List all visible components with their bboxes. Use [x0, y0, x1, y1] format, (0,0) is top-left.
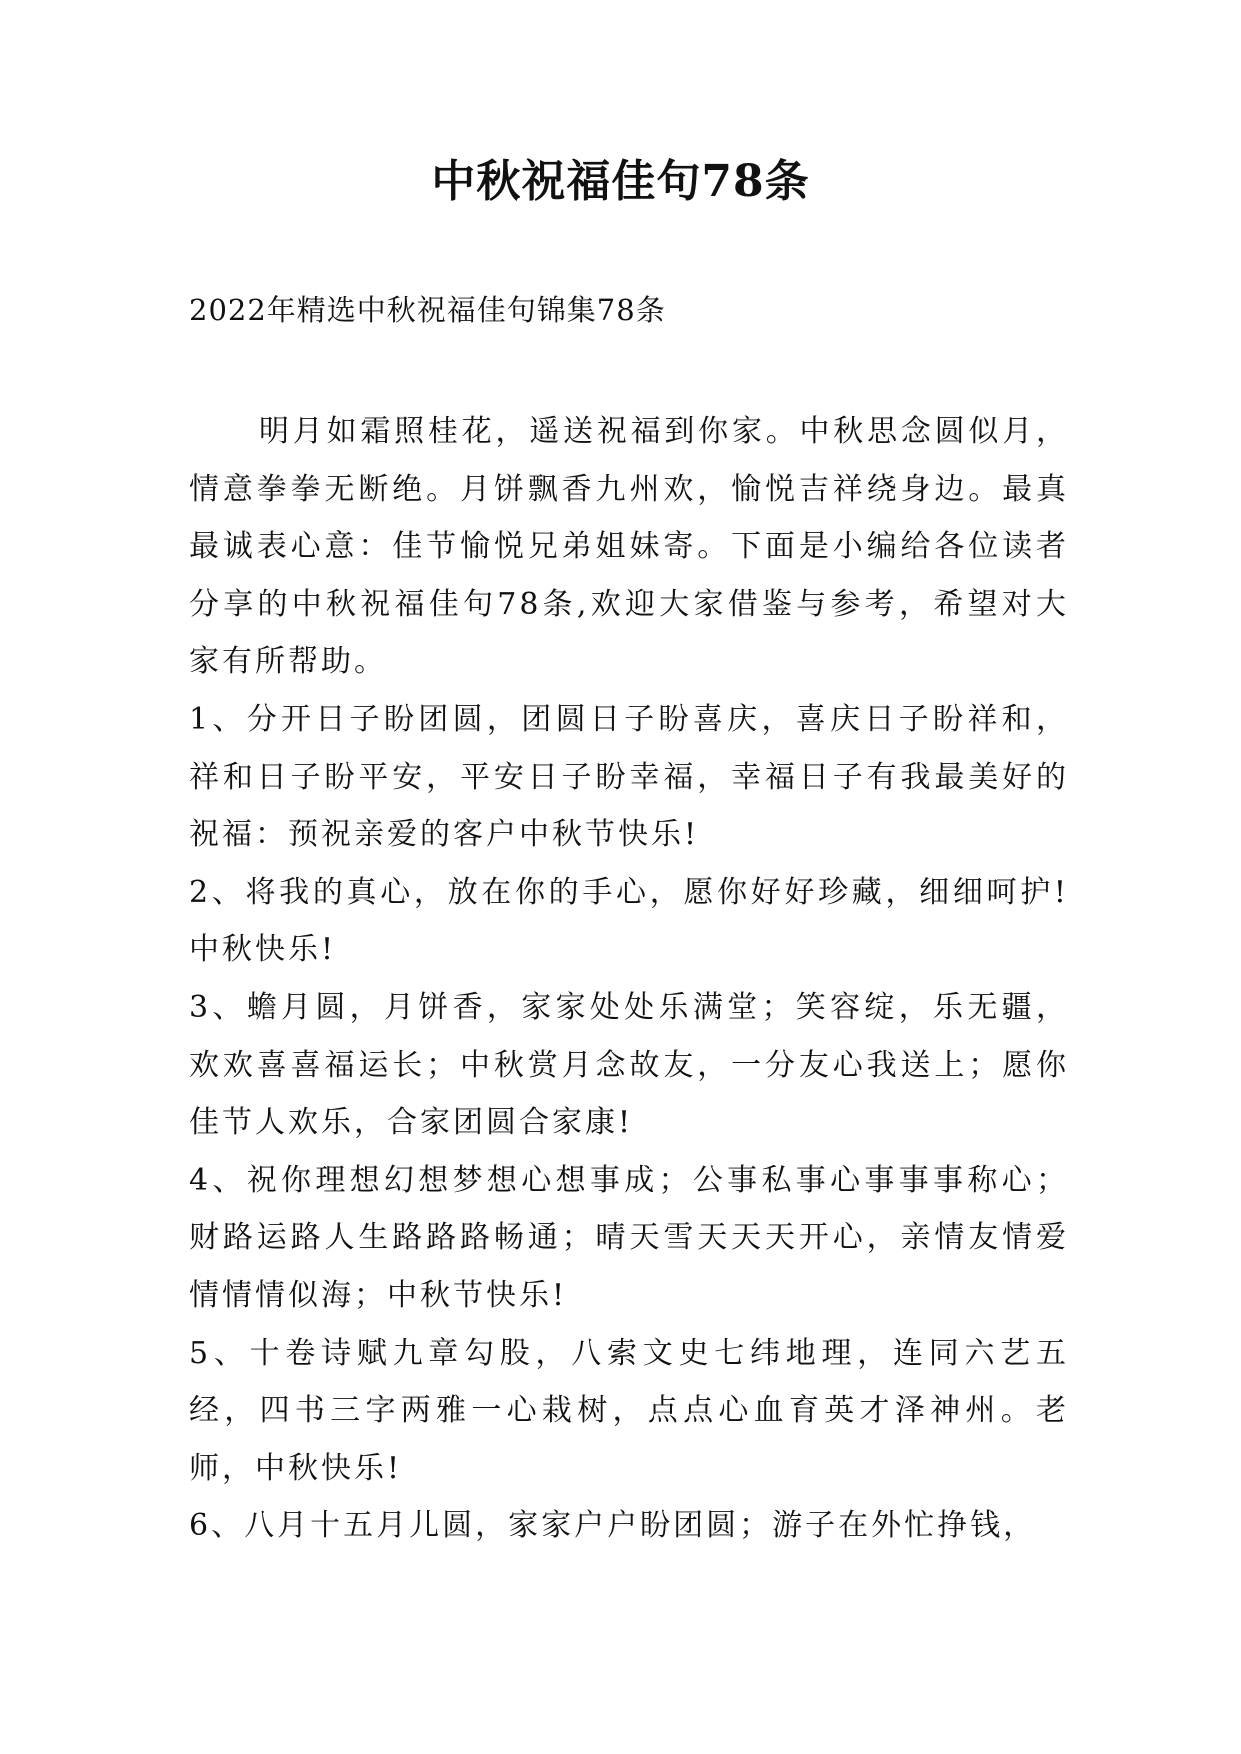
document-body	[189, 403, 1069, 1555]
blessing-item-6: 6、八月十五月儿圆，家家户户盼团圆；游子在外忙挣钱，	[189, 1508, 1037, 1544]
document-title: 中秋祝福佳句78条	[431, 156, 810, 207]
intro-paragraph: 明月如霜照桂花，遥送祝福到你家。中秋思念圆似月，情意拳拳无断绝。月饼飘香九州欢，愉悦吉祥绕身边。最真最诚表心意：佳节愉悦兄弟姐妹寄。下面是小编给各位读者分享的中秋祝福佳句78条,欢迎大家借鉴与参考，希望对大家有所帮助。	[189, 414, 1069, 680]
blessing-item-5: 5、十卷诗赋九章勾股，八索文史七纬地理，连同六艺五经，四书三字两雅一心栽树，点点心血育英才泽神州。老师，中秋快乐!	[189, 1335, 1069, 1486]
document-subtitle: 2022年精选中秋祝福佳句锦集78条	[189, 293, 666, 327]
blessing-item-1: 1、分开日子盼团圆，团圆日子盼喜庆，喜庆日子盼祥和，祥和日子盼平安，平安日子盼幸福，幸福日子有我最美好的祝福：预祝亲爱的客户中秋节快乐!	[189, 701, 1069, 853]
blessing-item-3: 3、蟾月圆，月饼香，家家处处乐满堂；笑容绽，乐无疆，欢欢喜喜福运长；中秋赏月念故友，一分友心我送上；愿你佳节人欢乐，合家团圆合家康!	[189, 989, 1069, 1141]
blessing-item-2: 2、将我的真心，放在你的手心，愿你好好珍藏，细细呵护!中秋快乐!	[189, 874, 1069, 968]
blessing-item-4: 4、祝你理想幻想梦想心想事成；公事私事心事事事称心；财路运路人生路路路畅通；晴天雪天天天开心，亲情友情爱情情情似海；中秋节快乐!	[189, 1162, 1069, 1313]
